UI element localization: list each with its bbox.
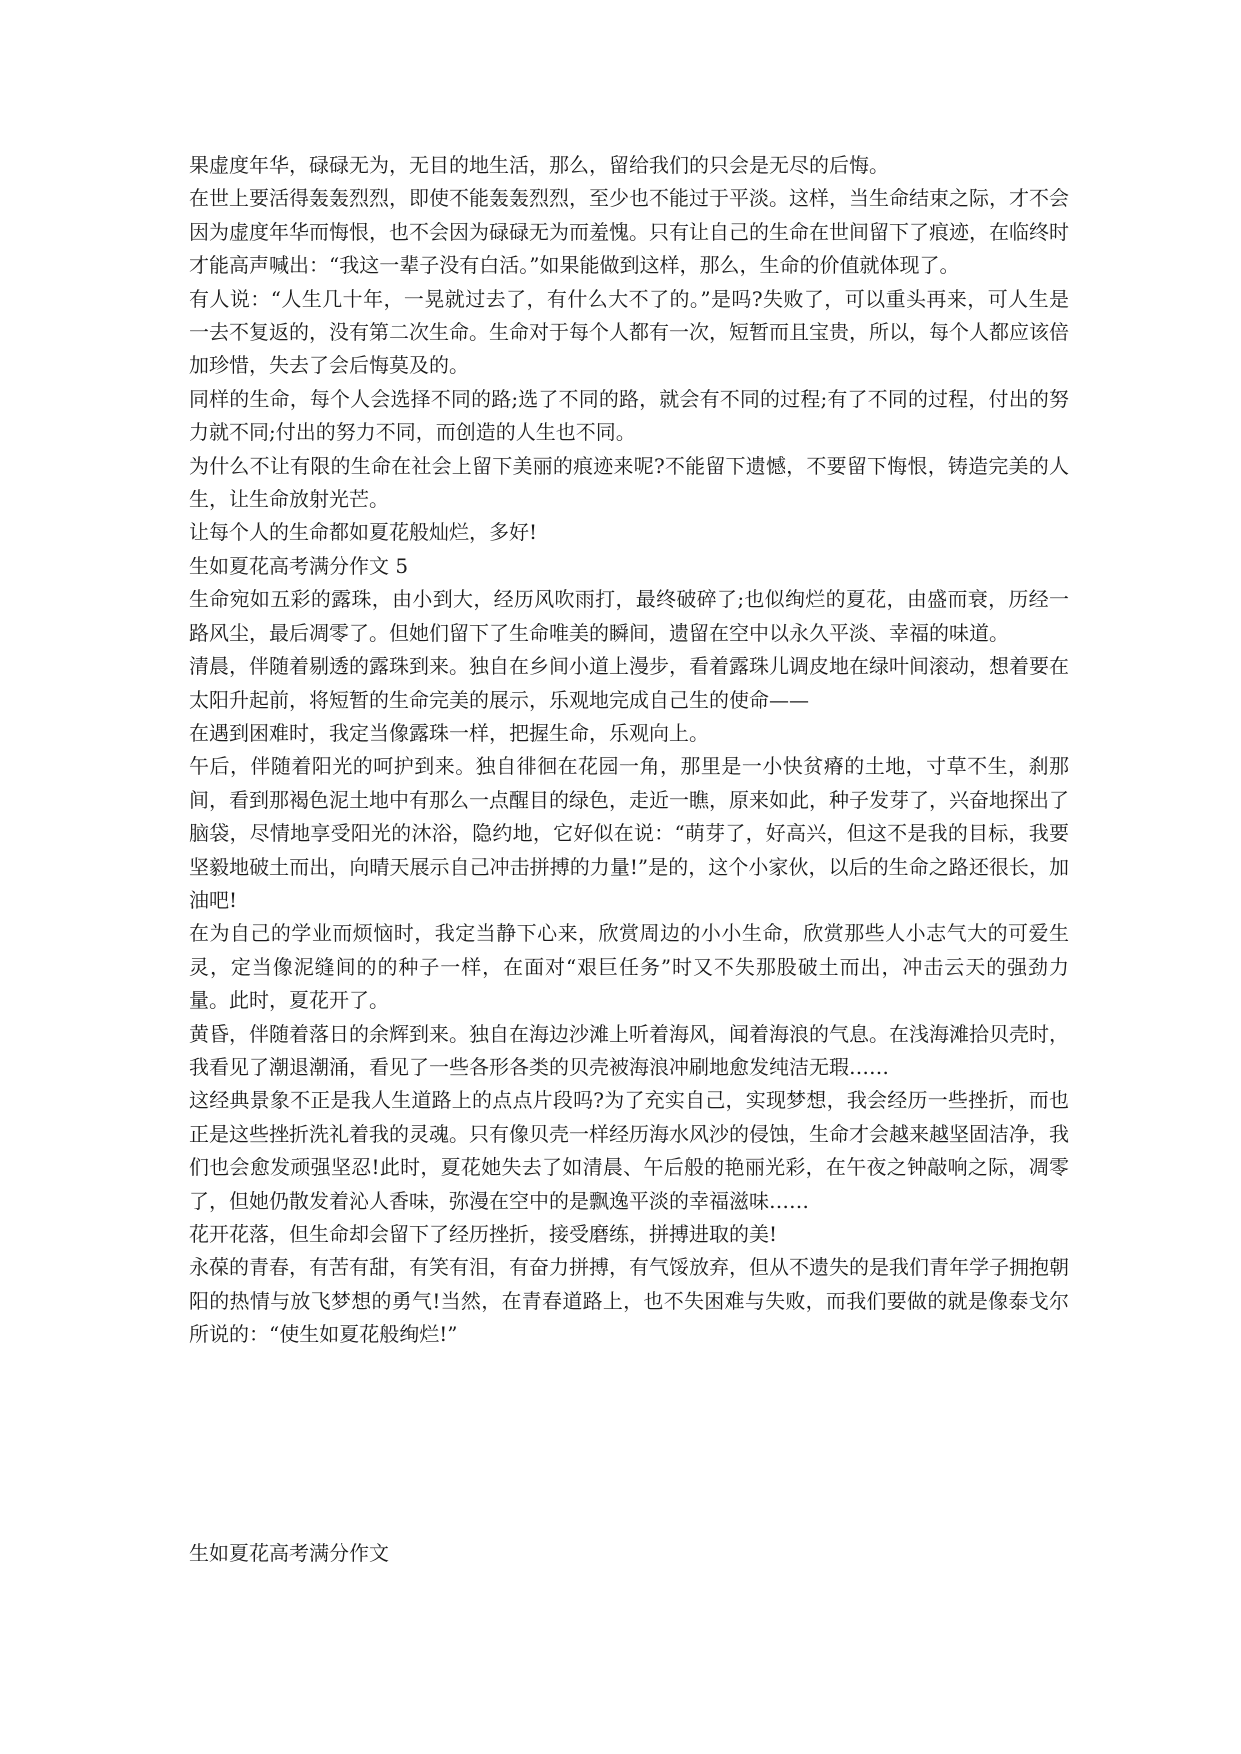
paragraph: 在世上要活得轰轰烈烈，即使不能轰轰烈烈，至少也不能过于平淡。这样，当生命结束之际，才不会因为虚度年华而悔恨，也不会因为碌碌无为而羞愧。只有让自己的生命在世间留下了痕迹，在临终时才能高声喊出：“我这一辈子没有白活。”如果能做到这样，那么，生命的价值就体现了。 <box>189 186 1069 278</box>
paragraph: 清晨，伴随着剔透的露珠到来。独自在乡间小道上漫步，看着露珠儿调皮地在绿叶间滚动，想着要在太阳升起前，将短暂的生命完美的展示，乐观地完成自己生的使命—— <box>189 654 1069 712</box>
document-body <box>189 149 1069 1352</box>
paragraph: 为什么不让有限的生命在社会上留下美丽的痕迹来呢?不能留下遗憾，不要留下悔恨，铸造完美的人生，让生命放射光芒。 <box>189 453 1069 512</box>
paragraph: 有人说：“人生几十年，一晃就过去了，有什么大不了的。”是吗?失败了，可以重头再来，可人生是一去不复返的，没有第二次生命。生命对于每个人都有一次，短暂而且宝贵，所以，每个人都应该倍加珍惜，失去了会后悔莫及的。 <box>189 286 1069 378</box>
paragraph: 永葆的青春，有苦有甜，有笑有泪，有奋力拼搏，有气馁放弃，但从不遗失的是我们青年学子拥抱朝阳的热情与放飞梦想的勇气!当然，在青春道路上，也不失困难与失败，而我们要做的就是像泰戈尔所说的：“使生如夏花般绚烂!” <box>189 1255 1069 1347</box>
paragraph: 午后，伴随着阳光的呵护到来。独自徘徊在花园一角，那里是一小快贫瘠的土地，寸草不生，刹那间，看到那褐色泥土地中有那么一点醒目的绿色，走近一瞧，原来如此，种子发芽了，兴奋地探出了脑袋，尽情地享受阳光的沐浴，隐约地，它好似在说：“萌芽了，好高兴，但这不是我的目标，我要坚毅地破土而出，向晴天展示自己冲击拼搏的力量!”是的，这个小家伙，以后的生命之路还很长，加油吧! <box>189 754 1069 912</box>
paragraph: 同样的生命，每个人会选择不同的路;选了不同的路，就会有不同的过程;有了不同的过程，付出的努力就不同;付出的努力不同，而创造的人生也不同。 <box>189 386 1069 445</box>
paragraph: 花开花落，但生命却会留下了经历挫折，接受磨练，拼搏进取的美! <box>189 1222 778 1246</box>
paragraph: 让每个人的生命都如夏花般灿烂，多好! <box>189 520 538 545</box>
paragraph: 果虚度年华，碌碌无为，无目的地生活，那么，留给我们的只会是无尽的后悔。 <box>189 153 889 177</box>
section-heading: 生如夏花高考满分作文 5 <box>189 553 409 578</box>
paragraph: 生命宛如五彩的露珠，由小到大，经历风吹雨打，最终破碎了;也似绚烂的夏花，由盛而衰，历经一路风尘，最后凋零了。但她们留下了生命唯美的瞬间，遗留在空中以永久平淡、幸福的味道。 <box>189 587 1069 645</box>
paragraph: 在为自己的学业而烦恼时，我定当静下心来，欣赏周边的小小生命，欣赏那些人小志气大的可爱生灵，定当像泥缝间的的种子一样，在面对“艰巨任务”时又不失那股破土而出，冲击云天的强劲力量。此时，夏花开了。 <box>189 921 1069 1013</box>
footer-title: 生如夏花高考满分作文 <box>189 1541 389 1565</box>
paragraph: 黄昏，伴随着落日的余辉到来。独自在海边沙滩上听着海风，闻着海浪的气息。在浅海滩拾贝壳时，我看见了潮退潮涌，看见了一些各形各类的贝壳被海浪冲刷地愈发纯洁无瑕…… <box>189 1021 1069 1079</box>
paragraph: 这经典景象不正是我人生道路上的点点片段吗?为了充实自己，实现梦想，我会经历一些挫折，而也正是这些挫折洗礼着我的灵魂。只有像贝壳一样经历海水风沙的侵蚀，生命才会越来越坚固洁净，我们也会愈发顽强坚忍!此时，夏花她失去了如清晨、午后般的艳丽光彩，在午夜之钟敲响之际，凋零了，但她仍散发着沁人香味，弥漫在空中的是飘逸平淡的幸福滋味…… <box>189 1088 1069 1213</box>
paragraph: 在遇到困难时，我定当像露珠一样，把握生命，乐观向上。 <box>189 720 709 745</box>
